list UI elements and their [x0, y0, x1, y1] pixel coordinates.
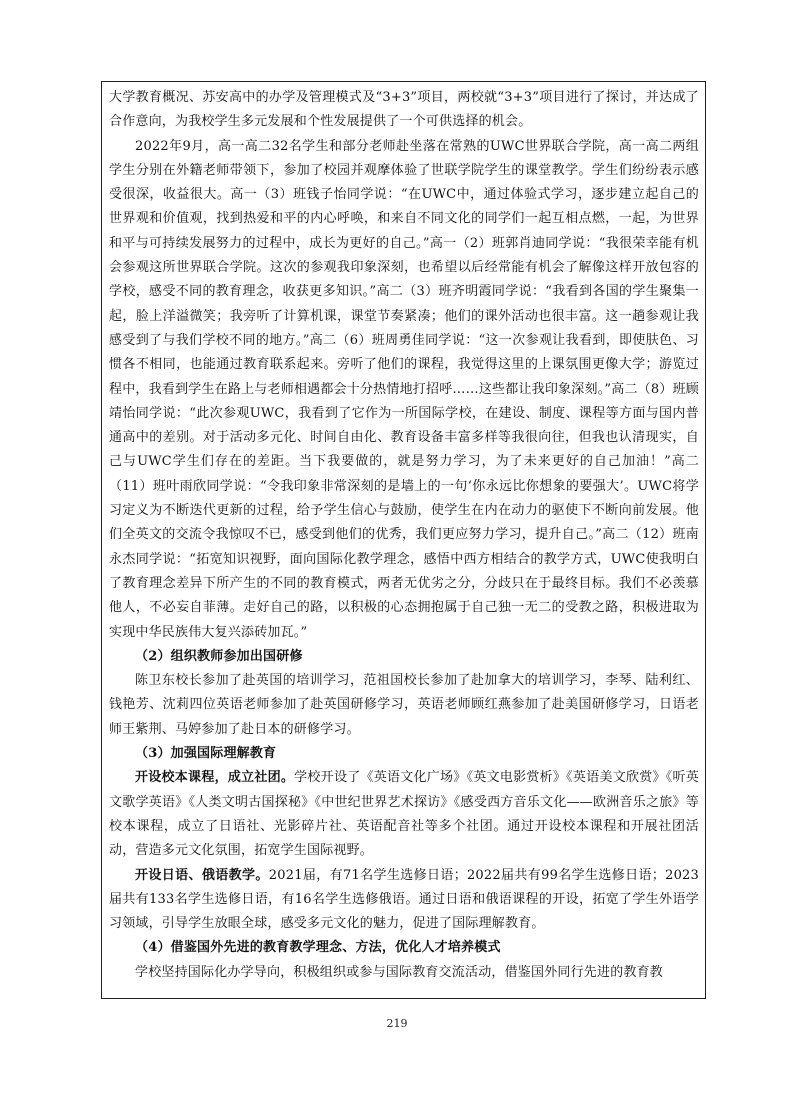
text-school-courses: 学校开设了《英语文化广场》《英文电影赏析》《英语美文欣赏》《听英文歌学英语》《人类文明古国探秘》《中世纪世界艺术探访》《感受西方音乐文化——欧洲音乐之旅》等校本课程，成立了日语社、光影碎片社、英语配音社等多个社团。通过开设校本课程和开展社团活动，营造多元文化氛围，拓宽学生国际视野。 — [109, 770, 699, 859]
paragraph-advanced-concepts: 学校坚持国际化办学导向，积极组织或参与国际教育交流活动，借鉴国外同行先进的教育教 — [135, 964, 664, 980]
document-body — [102, 82, 705, 985]
paragraph-language-teaching — [109, 864, 699, 937]
text-language-teaching: 2021届，有71名学生选修日语；2022届共有99名学生选修日语；2023届共有133名学生选修日语，有16名学生选修俄语。通过日语和俄语课程的开设，拓宽了学生外语学习领域，引导学生放眼全球，感受多元文化的魅力，促进了国际理解教育。 — [109, 867, 699, 932]
section-heading-advanced-concepts: （4）借鉴国外先进的教育教学理念、方法，优化人才培养模式 — [135, 940, 501, 956]
lead-school-courses: 开设校本课程，成立社团。 — [135, 770, 295, 786]
paragraph-school-courses — [109, 766, 699, 863]
section-heading-teacher-training: （2）组织教师参加出国研修 — [135, 648, 303, 664]
lead-language-teaching: 开设日语、俄语教学。 — [135, 867, 269, 883]
paragraph-continuation: 大学教育概况、苏安高中的办学及管理模式及“3+3”项目，两校就“3+3”项目进行了探讨，并达成了合作意向，为我校学生多元发展和个性发展提供了一个可供选择的机会。 — [109, 90, 699, 130]
page-number: 219 — [386, 1017, 408, 1030]
paragraph-uwc-visit: 2022年9月，高一高二32名学生和部分老师赴坐落在常熟的UWC世界联合学院，高一高二两组学生分别在外籍老师带领下，参加了校园并观摩体验了世联学院学生的课堂教学。学生们纷纷表示感受很深，收益很大。高一（3）班钱子怡同学说：“在UWC中，通过体验式学习，逐步建立起自己的世界观和价值观，找到热爱和平的内心呼唤，和来自不同文化的同学们一起互相点燃，一起，为世界和平与可持续发展努力的过程中，成长为更好的自己。”高一（2）班郭肖迪同学说：“我很荣幸能有机会参观这所世界联合学院。这次的参观我印象深刻，也希望以后经常能有机会了解像这样开放包容的学校，感受不同的教育理念，收获更多知识。”高二（3）班齐明霞同学说：“我看到各国的学生聚集一起，脸上洋溢微笑；我旁听了计算机课，课堂节奏紧凑；他们的课外活动也很丰富。这一趟参观让我感受到了与我们学校不同的地方。”高二（6）班周勇佳同学说：“这一次参观让我看到，即使肤色、习惯各不相同，也能通过教育联系起来。旁听了他们的课程，我觉得这里的上课氛围更像大学；游览过程中，我看到学生在路上与老师相遇都会十分热情地打招呼……这些都让我印象深刻。”高二（8）班顾靖怡同学说：“此次参观UWC，我看到了它作为一所国际学校，在建设、制度、课程等方面与国内普通高中的差别。对于活动多元化、时间自由化、教育设备丰富多样等我很向往，但我也认清现实，自己与UWC学生们存在的差距。当下我要做的，就是努力学习，为了未来更好的自己加油！”高二（11）班叶雨欣同学说：“令我印象非常深刻的是墙上的一句‘你永远比你想象的要强大’。UWC将学习定义为不断迭代更新的过程，给予学生信心与鼓励，使学生在内在动力的驱使下不断向前发展。他们全英文的交流令我惊叹不已，感受到他们的优秀，我们更应努力学习，提升自己。”高二（12）班南永杰同学说：“拓宽知识视野，面向国际化教学理念，感悟中西方相结合的教学方式，UWC使我明白了教育理念差异下所产生的不同的教育模式，两者无优劣之分，分歧只在于最终目标。我们不必羡慕他人，不必妄自菲薄。走好自己的路，以积极的心态拥抱属于自己独一无二的受教之路，积极进取为实现中华民族伟大复兴添砖加瓦。” — [109, 138, 699, 640]
paragraph-teacher-training: 陈卫东校长参加了赴英国的培训学习，范祖国校长参加了赴加拿大的培训学习，李琴、陆利红、钱艳芳、沈莉四位英语老师参加了赴英国研修学习，英语老师顾红燕参加了赴美国研修学习，日语老师王紫荆、马婷参加了赴日本的研修学习。 — [109, 673, 699, 737]
section-heading-international-understanding: （3）加强国际理解教育 — [135, 746, 277, 762]
document-frame — [101, 81, 706, 999]
